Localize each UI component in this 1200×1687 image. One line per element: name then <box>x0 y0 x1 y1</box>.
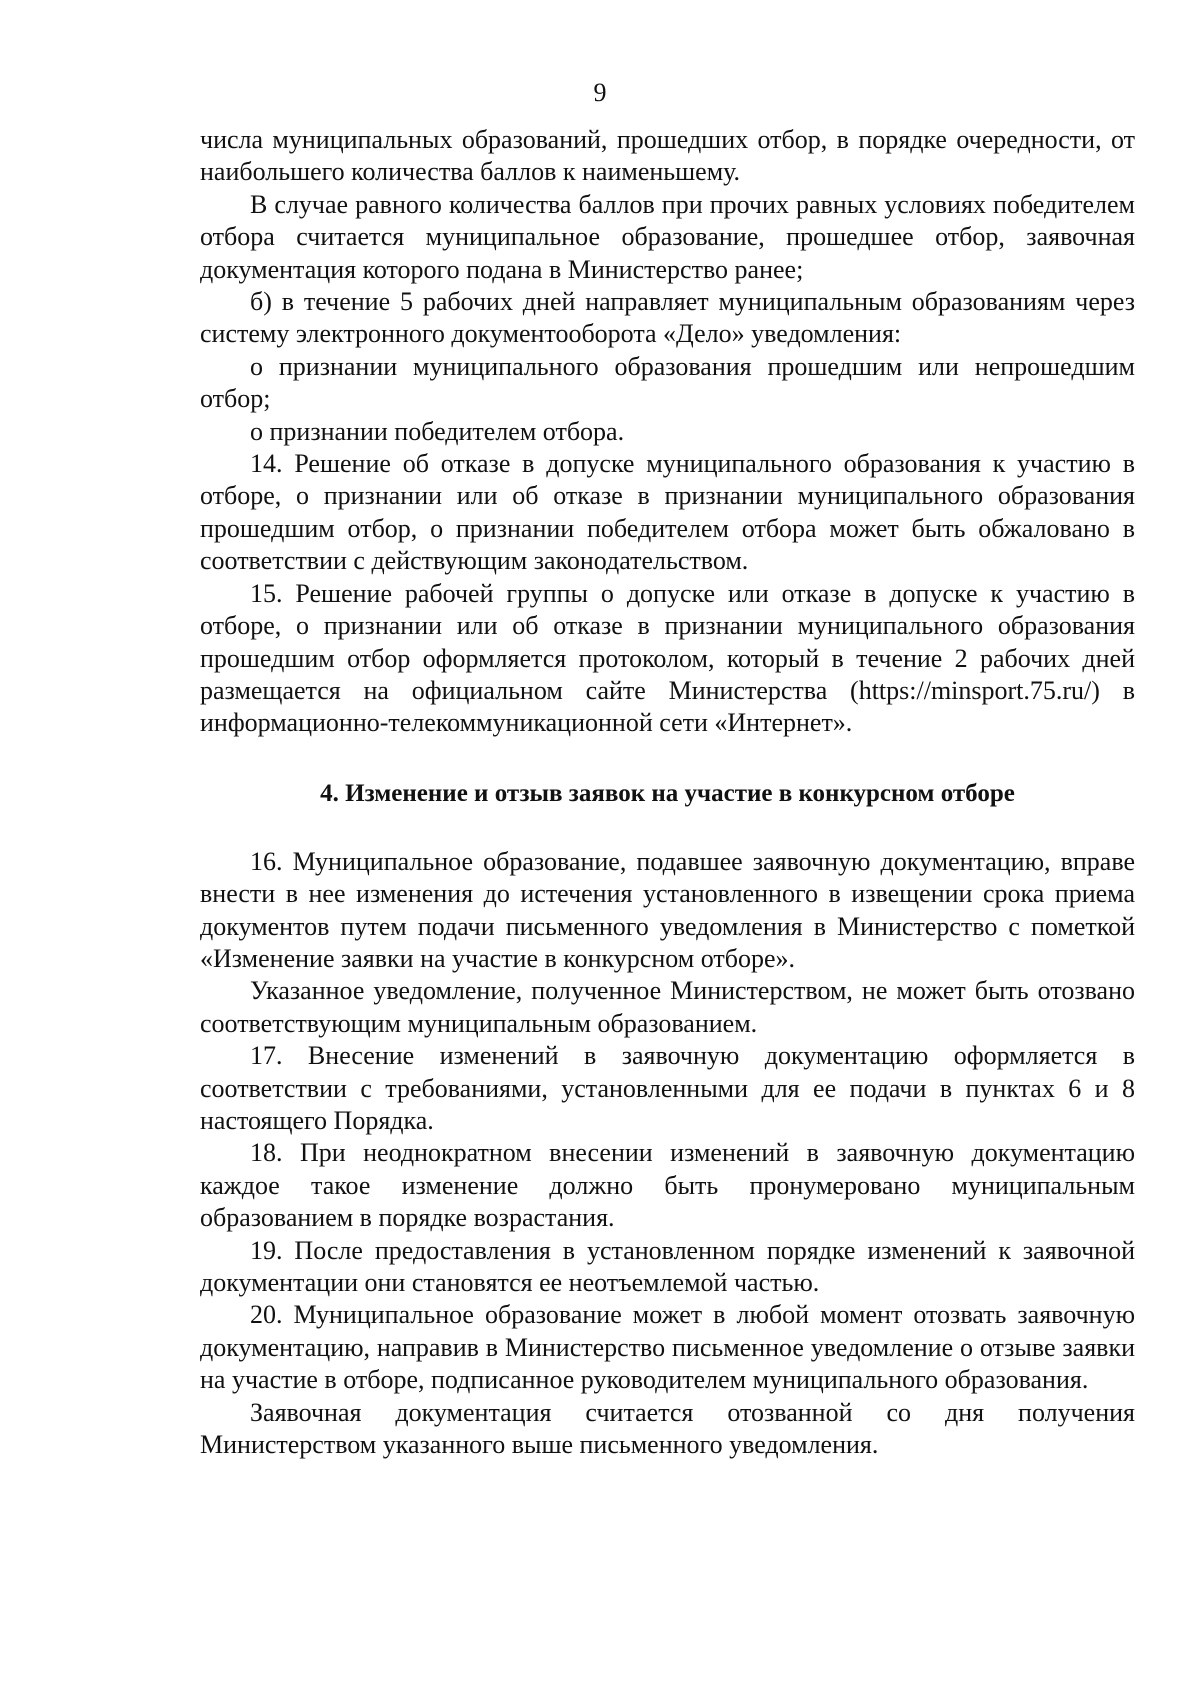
paragraphs-before-section <box>200 124 1135 740</box>
paragraphs-after-section <box>200 846 1135 1462</box>
paragraph: Указанное уведомление, полученное Министерством, не может быть отозвано соответствующим муниципальным образованием. <box>200 976 1135 1038</box>
spacer <box>200 810 1135 846</box>
paragraph: Заявочная документация считается отозванной со дня получения Министерством указанного выше письменного уведомления. <box>200 1397 1135 1460</box>
paragraph: В случае равного количества баллов при прочих равных условиях победителем отбора считается муниципальное образование, прошедшее отбор, заявочная документация которого подана в Министерство ранее; <box>200 189 1135 284</box>
paragraph: 16. Муниципальное образование, подавшее заявочную документацию, вправе внести в нее изменения до истечения установленного в извещении срока приема документов путем подачи письменного уведомления в Министерство с пометкой «Изменение заявки на участие в конкурсном отборе». <box>200 846 1135 973</box>
section-heading: 4. Изменение и отзыв заявок на участие в конкурсном отборе <box>320 779 1015 807</box>
paragraph: 17. Внесение изменений в заявочную документацию оформляется в соответствии с требованиями, установленными для ее подачи в пунктах 6 и 8 настоящего Порядка. <box>200 1041 1135 1135</box>
paragraph: о признании победителем отбора. <box>250 416 625 446</box>
paragraph: 18. При неоднократном внесении изменений в заявочную документацию каждое такое изменение должно быть пронумеровано муниципальным образованием в порядке возрастания. <box>200 1138 1135 1233</box>
document-body <box>200 124 1135 1461</box>
paragraph: 14. Решение об отказе в допуске муниципального образования к участию в отборе, о признании или об отказе в признании муниципального образования прошедшим отбор, о признании победителем отбора может быть обжаловано в соответствии с действующим законодательством. <box>200 449 1135 576</box>
paragraph: 15. Решение рабочей группы о допуске или отказе в допуске к участию в отборе, о признании или об отказе в признании муниципального образования прошедшим отбор оформляется протоколом, который в течение 2 рабочих дней размещается на официальном сайте Министерства (https://minsport.75.ru/) в информационно-телекоммуникационной сети «Интернет». <box>200 578 1135 738</box>
paragraph: числа муниципальных образований, прошедших отбор, в порядке очередности, от наибольшего количества баллов к наименьшему. <box>200 125 1135 187</box>
page-number: 9 <box>593 78 607 107</box>
spacer <box>200 740 1135 778</box>
paragraph: 20. Муниципальное образование может в любой момент отозвать заявочную документацию, направив в Министерство письменное уведомление о отзыве заявки на участие в отборе, подписанное руководителем муниципального образования. <box>200 1300 1135 1395</box>
paragraph: о признании муниципального образования прошедшим или непрошедшим отбор; <box>200 351 1135 414</box>
paragraph: б) в течение 5 рабочих дней направляет муниципальным образованиям через систему электронного документооборота «Дело» уведомления: <box>200 287 1135 349</box>
paragraph: 19. После предоставления в установленном порядке изменений к заявочной документации они становятся ее неотъемлемой частью. <box>200 1235 1135 1297</box>
